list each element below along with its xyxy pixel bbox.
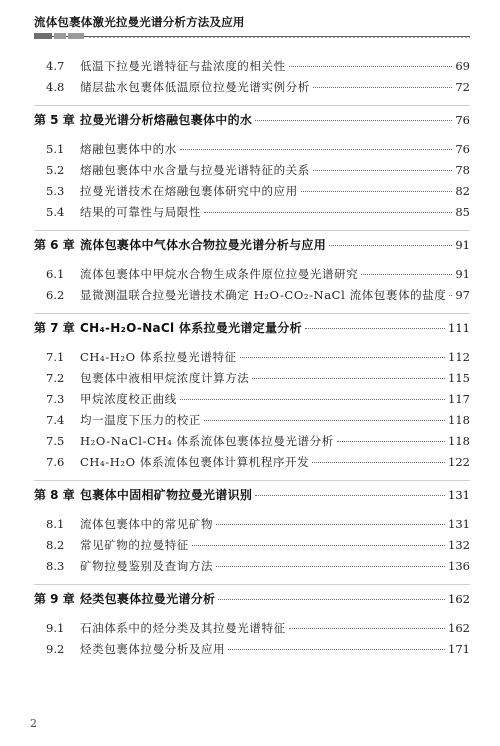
toc-section-entry[interactable] xyxy=(34,391,470,411)
dot-leader xyxy=(305,327,445,329)
page-ref: 118 xyxy=(448,413,470,427)
chapter-divider xyxy=(34,313,470,314)
dot-leader xyxy=(312,461,445,463)
toc-section-entry[interactable] xyxy=(34,454,470,474)
header-rule-block xyxy=(68,33,84,39)
section-number: 6.1 xyxy=(46,267,65,281)
page-ref: 76 xyxy=(455,142,470,156)
page-ref: 72 xyxy=(455,80,470,94)
section-number: 5.4 xyxy=(46,205,65,219)
section-title: 流体包裹体中的常见矿物 xyxy=(80,517,214,531)
toc-section-entry[interactable] xyxy=(34,516,470,536)
dot-leader xyxy=(204,211,452,213)
section-number: 7.6 xyxy=(46,455,65,469)
section-title: CH₄-H₂O 体系流体包裹体计算机程序开发 xyxy=(80,455,310,469)
chapter-title: 流体包裹体中气体水合物拉曼光谱分析与应用 xyxy=(80,238,327,252)
dot-leader xyxy=(289,627,445,629)
section-title: 流体包裹体中甲烷水合物生成条件原位拉曼光谱研究 xyxy=(80,267,359,281)
dot-leader xyxy=(449,294,452,296)
chapter-title: 包裹体中固相矿物拉曼光谱识别 xyxy=(80,488,253,502)
section-title: 矿物拉曼鉴别及查询方法 xyxy=(80,559,214,573)
page-ref: 131 xyxy=(448,517,470,531)
toc-section-entry[interactable] xyxy=(34,204,470,224)
chapter-number: 第 8 章 xyxy=(34,488,75,502)
chapter-divider xyxy=(34,584,470,585)
page-ref: 136 xyxy=(448,559,470,573)
dot-leader xyxy=(255,119,452,121)
toc-section-entry[interactable] xyxy=(34,370,470,390)
dot-leader xyxy=(216,565,445,567)
page-ref: 118 xyxy=(448,434,470,448)
chapter-divider xyxy=(34,480,470,481)
toc-chapter-entry[interactable] xyxy=(34,319,470,339)
dot-leader xyxy=(240,356,445,358)
toc-section-entry[interactable] xyxy=(34,79,470,99)
header-rule xyxy=(34,32,470,41)
page-ref: 171 xyxy=(448,642,470,656)
section-title: 显微测温联合拉曼光谱技术确定 H₂O-CO₂-NaCl 流体包裹体的盐度 xyxy=(80,288,447,302)
toc-section-entry[interactable] xyxy=(34,558,470,578)
section-title: 均一温度下压力的校正 xyxy=(80,413,201,427)
toc-chapter-entry[interactable] xyxy=(34,111,470,131)
page-ref: 91 xyxy=(455,238,470,252)
section-number: 5.1 xyxy=(46,142,65,156)
dot-leader xyxy=(313,169,452,171)
dot-leader xyxy=(192,544,445,546)
header-rule-block xyxy=(34,33,52,39)
dot-leader xyxy=(289,65,453,67)
chapter-number: 第 7 章 xyxy=(34,321,75,335)
section-number: 4.7 xyxy=(46,59,65,73)
section-number: 7.1 xyxy=(46,350,65,364)
running-header: 流体包裹体激光拉曼光谱分析方法及应用 xyxy=(34,15,245,29)
section-title: 低温下拉曼光谱特征与盐浓度的相关性 xyxy=(80,59,286,73)
chapter-title: 烃类包裹体拉曼光谱分析 xyxy=(80,592,216,606)
page-ref: 78 xyxy=(455,163,470,177)
toc-chapter-entry[interactable] xyxy=(34,590,470,610)
section-number: 6.2 xyxy=(46,288,65,302)
page-ref: 122 xyxy=(448,455,470,469)
dot-leader xyxy=(361,273,452,275)
chapter-number: 第 6 章 xyxy=(34,238,75,252)
toc-chapter-entry[interactable] xyxy=(34,486,470,506)
toc-section-entry[interactable] xyxy=(34,287,470,307)
header-rule-block xyxy=(54,33,66,39)
chapter-number: 第 5 章 xyxy=(34,113,75,127)
dot-leader xyxy=(180,398,445,400)
chapter-title: 拉曼光谱分析熔融包裹体中的水 xyxy=(80,113,253,127)
section-number: 9.1 xyxy=(46,621,65,635)
section-title: 石油体系中的烃分类及其拉曼光谱特征 xyxy=(80,621,286,635)
toc-chapter-entry[interactable] xyxy=(34,236,470,256)
chapter-title: CH₄-H₂O-NaCl 体系拉曼光谱定量分析 xyxy=(80,321,302,335)
dot-leader xyxy=(252,377,445,379)
toc-section-entry[interactable] xyxy=(34,162,470,182)
section-title: 熔融包裹体中水含量与拉曼光谱特征的关系 xyxy=(80,163,310,177)
section-number: 7.4 xyxy=(46,413,65,427)
dot-leader xyxy=(255,494,445,496)
dot-leader xyxy=(313,86,452,88)
toc-section-entry[interactable] xyxy=(34,641,470,661)
section-title: 结果的可靠性与局限性 xyxy=(80,205,201,219)
section-number: 8.2 xyxy=(46,538,65,552)
section-title: 烃类包裹体拉曼分析及应用 xyxy=(80,642,226,656)
page-ref: 85 xyxy=(455,205,470,219)
page-ref: 111 xyxy=(448,321,470,335)
toc-section-entry[interactable] xyxy=(34,412,470,432)
page-ref: 132 xyxy=(448,538,470,552)
dot-leader xyxy=(180,148,453,150)
section-number: 4.8 xyxy=(46,80,65,94)
toc-section-entry[interactable] xyxy=(34,537,470,557)
toc-section-entry[interactable] xyxy=(34,141,470,161)
toc-section-entry[interactable] xyxy=(34,620,470,640)
dot-leader xyxy=(218,598,445,600)
page-ref: 117 xyxy=(448,392,470,406)
section-number: 5.2 xyxy=(46,163,65,177)
page-ref: 69 xyxy=(455,59,470,73)
section-number: 9.2 xyxy=(46,642,65,656)
section-title: 储层盐水包裹体低温原位拉曼光谱实例分析 xyxy=(80,80,310,94)
dot-leader xyxy=(301,190,453,192)
section-number: 5.3 xyxy=(46,184,65,198)
page-ref: 112 xyxy=(448,350,470,364)
page-ref: 76 xyxy=(455,113,470,127)
page-ref: 82 xyxy=(455,184,470,198)
section-number: 8.3 xyxy=(46,559,65,573)
toc-section-entry[interactable] xyxy=(34,183,470,203)
page-number: 2 xyxy=(30,717,37,730)
section-number: 7.2 xyxy=(46,371,65,385)
section-number: 7.3 xyxy=(46,392,65,406)
section-number: 8.1 xyxy=(46,517,65,531)
section-title: 常见矿物的拉曼特征 xyxy=(80,538,189,552)
chapter-divider xyxy=(34,105,470,106)
page-ref: 131 xyxy=(448,488,470,502)
dot-leader xyxy=(216,523,445,525)
dot-leader xyxy=(329,244,452,246)
chapter-divider xyxy=(34,230,470,231)
toc-section-entry[interactable] xyxy=(34,266,470,286)
toc-section-entry[interactable] xyxy=(34,58,470,78)
page-ref: 162 xyxy=(448,592,470,606)
header-rule-dots xyxy=(88,36,470,38)
section-title: 拉曼光谱技术在熔融包裹体研究中的应用 xyxy=(80,184,298,198)
section-title: CH₄-H₂O 体系拉曼光谱特征 xyxy=(80,350,237,364)
dot-leader xyxy=(204,419,445,421)
section-number: 7.5 xyxy=(46,434,65,448)
dot-leader xyxy=(228,648,445,650)
chapter-number: 第 9 章 xyxy=(34,592,75,606)
section-title: 包裹体中液相甲烷浓度计算方法 xyxy=(80,371,250,385)
page-ref: 162 xyxy=(448,621,470,635)
page-ref: 91 xyxy=(455,267,470,281)
section-title: 甲烷浓度校正曲线 xyxy=(80,392,177,406)
section-title: 熔融包裹体中的水 xyxy=(80,142,177,156)
page-ref: 97 xyxy=(455,288,470,302)
dot-leader xyxy=(337,440,445,442)
page-ref: 115 xyxy=(448,371,470,385)
section-title: H₂O-NaCl-CH₄ 体系流体包裹体拉曼光谱分析 xyxy=(80,434,334,448)
toc-section-entry[interactable] xyxy=(34,433,470,453)
toc-section-entry[interactable] xyxy=(34,349,470,369)
